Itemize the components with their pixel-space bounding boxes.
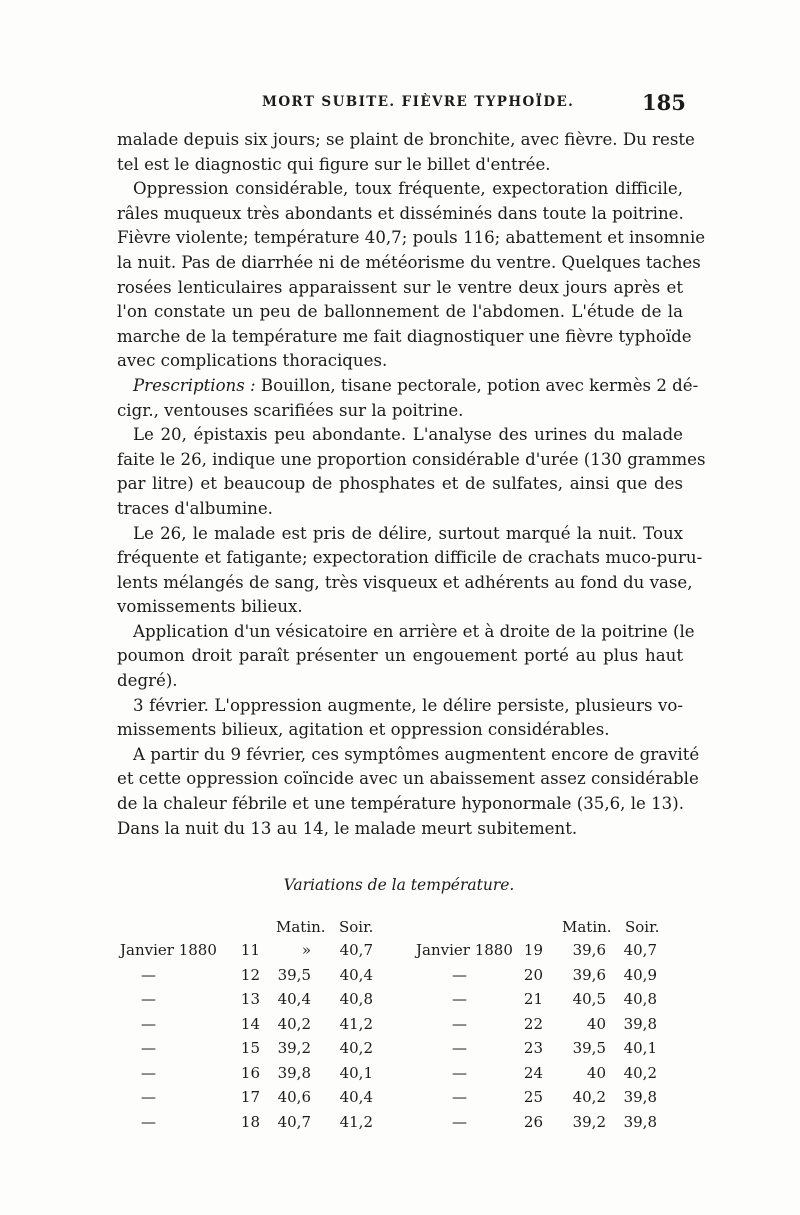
soir-cell: 39,8 [623, 1088, 657, 1106]
prescriptions-text: Bouillon, tisane pectorale, potion avec kermès 2 dé- [260, 375, 699, 395]
month-cell: — [141, 1088, 156, 1106]
text-line: Le 26, le malade est pris de délire, surtout marqué la nuit. Toux [133, 523, 683, 543]
col-head-matin-left: Matin. [276, 918, 326, 936]
text-line: Fièvre violente; température 40,7; pouls 116; abattement et insomnie [117, 228, 706, 248]
running-title: MORT SUBITE. FIÈVRE TYPHOÏDE. [262, 94, 575, 110]
soir-cell: 40,7 [623, 941, 657, 959]
col-head-soir-right: Soir. [625, 918, 660, 936]
matin-cell: 39,5 [572, 1039, 606, 1057]
day-cell: 19 [523, 941, 543, 959]
table-row [0, 1015, 800, 1039]
month-cell: — [141, 1014, 156, 1033]
day-cell: 16 [240, 1063, 260, 1082]
text-line: traces d'albumine. [117, 498, 273, 518]
table-row [0, 966, 800, 990]
day-cell: 22 [523, 1014, 543, 1033]
text-line: Le 20, épistaxis peu abondante. L'analyse des urines du malade [133, 425, 683, 445]
matin-cell: 39,6 [572, 941, 606, 959]
soir-cell: 41,2 [339, 1112, 373, 1131]
prescriptions-label: Prescriptions : [133, 375, 256, 395]
page-number: 185 [642, 90, 686, 115]
month-cell: — [452, 1063, 467, 1082]
month-cell: — [141, 990, 156, 1008]
text-line: malade depuis six jours; se plaint de bronchite, avec fièvre. Du reste [117, 130, 695, 149]
matin-cell: 39,2 [277, 1039, 311, 1057]
text-line: marche de la température me fait diagnostiquer une fièvre typhoïde [117, 326, 692, 346]
soir-cell: 40,2 [339, 1039, 373, 1057]
prescriptions-line [117, 374, 699, 399]
text-line: 3 février. L'oppression augmente, le délire persiste, plusieurs vo- [133, 695, 683, 715]
text-line: cigr., ventouses scarifiées sur la poitrine. [117, 400, 464, 420]
day-cell: 26 [523, 1112, 543, 1131]
text-line: râles muqueux très abondants et disséminés dans toute la poitrine. [117, 203, 684, 223]
table-row [0, 990, 800, 1014]
text-line: par litre) et beaucoup de phosphates et de sulfates, ainsi que des [117, 474, 683, 494]
table-row [0, 941, 800, 965]
day-cell: 23 [523, 1039, 543, 1057]
col-head-soir-left: Soir. [339, 918, 374, 936]
day-cell: 13 [240, 990, 260, 1008]
text-line: Dans la nuit du 13 au 14, le malade meurt subitement. [117, 818, 578, 838]
soir-cell: 40,4 [339, 965, 373, 984]
col-head-matin-right: Matin. [562, 918, 612, 936]
month-cell: — [141, 1112, 156, 1131]
soir-cell: 39,8 [623, 1112, 657, 1131]
table-row [0, 1064, 800, 1088]
day-cell: 14 [240, 1014, 260, 1033]
text-line: rosées lenticulaires apparaissent sur le ventre deux jours après et [117, 277, 683, 297]
table-caption: Variations de la température. [283, 876, 515, 894]
table-row [0, 1113, 800, 1137]
month-cell: — [452, 1014, 467, 1033]
day-cell: 11 [240, 941, 260, 959]
matin-cell: 39,8 [277, 1063, 311, 1082]
soir-cell: 40,9 [623, 965, 657, 984]
day-cell: 18 [240, 1112, 260, 1131]
text-line: missements bilieux, agitation et oppression considérables. [117, 720, 610, 740]
text-line: lents mélangés de sang, très visqueux et adhérents au fond du vase, [117, 572, 693, 592]
matin-cell: 39,5 [277, 965, 311, 984]
matin-cell: 40,6 [277, 1088, 311, 1106]
day-cell: 21 [523, 990, 543, 1008]
matin-cell: 39,2 [572, 1112, 606, 1131]
page-header [0, 90, 800, 118]
month-cell: — [452, 1112, 467, 1131]
text-line: Application d'un vésicatoire en arrière et à droite de la poitrine (le [133, 621, 695, 641]
soir-cell: 40,8 [623, 990, 657, 1008]
matin-cell: 40,5 [572, 990, 606, 1008]
soir-cell: 40,7 [339, 941, 373, 959]
text-line: et cette oppression coïncide avec un abaissement assez considérable [117, 769, 699, 789]
matin-cell: 40,4 [277, 990, 311, 1008]
day-cell: 12 [240, 965, 260, 984]
day-cell: 25 [523, 1088, 543, 1106]
soir-cell: 39,8 [623, 1014, 657, 1033]
month-cell: — [141, 1039, 156, 1057]
matin-cell: » [301, 941, 311, 959]
day-cell: 20 [523, 965, 543, 984]
month-cell: — [452, 1088, 467, 1106]
text-line: Oppression considérable, toux fréquente, expectoration difficile, [133, 179, 683, 199]
matin-cell: 40,7 [277, 1112, 311, 1131]
soir-cell: 40,1 [623, 1039, 657, 1057]
matin-cell: 40 [586, 1063, 606, 1082]
text-line: degré). [117, 671, 178, 691]
matin-cell: 40,2 [277, 1014, 311, 1033]
text-line: fréquente et fatigante; expectoration difficile de crachats muco-puru- [117, 548, 703, 568]
matin-cell: 39,6 [572, 965, 606, 984]
text-line: poumon droit paraît présenter un engouement porté au plus haut [117, 646, 683, 666]
soir-cell: 40,8 [339, 990, 373, 1008]
soir-cell: 40,4 [339, 1088, 373, 1106]
text-line: l'on constate un peu de ballonnement de l'abdomen. L'étude de la [117, 302, 683, 322]
soir-cell: 40,1 [339, 1063, 373, 1082]
day-cell: 15 [240, 1039, 260, 1057]
text-line: de la chaleur fébrile et une température hyponormale (35,6, le 13). [117, 794, 684, 814]
text-line: tel est le diagnostic qui figure sur le billet d'entrée. [117, 154, 551, 174]
month-cell: — [141, 1063, 156, 1082]
table-row [0, 1039, 800, 1063]
month-cell: Janvier 1880 [416, 941, 513, 959]
body-text [117, 128, 706, 841]
month-cell: — [141, 965, 156, 984]
table-row [0, 1088, 800, 1112]
soir-cell: 40,2 [623, 1063, 657, 1082]
month-cell: — [452, 990, 467, 1008]
matin-cell: 40,2 [572, 1088, 606, 1106]
day-cell: 17 [240, 1088, 260, 1106]
text-line: faite le 26, indique une proportion considérable d'urée (130 grammes [117, 449, 706, 469]
text-line: avec complications thoraciques. [117, 351, 388, 371]
text-line: vomissements bilieux. [117, 597, 303, 617]
month-cell: — [452, 965, 467, 984]
matin-cell: 40 [586, 1014, 606, 1033]
day-cell: 24 [523, 1063, 543, 1082]
month-cell: Janvier 1880 [120, 941, 217, 959]
month-cell: — [452, 1039, 467, 1057]
text-line: A partir du 9 février, ces symptômes augmentent encore de gravité [133, 744, 700, 764]
soir-cell: 41,2 [339, 1014, 373, 1033]
text-line: la nuit. Pas de diarrhée ni de météorisme du ventre. Quelques taches [117, 252, 701, 272]
